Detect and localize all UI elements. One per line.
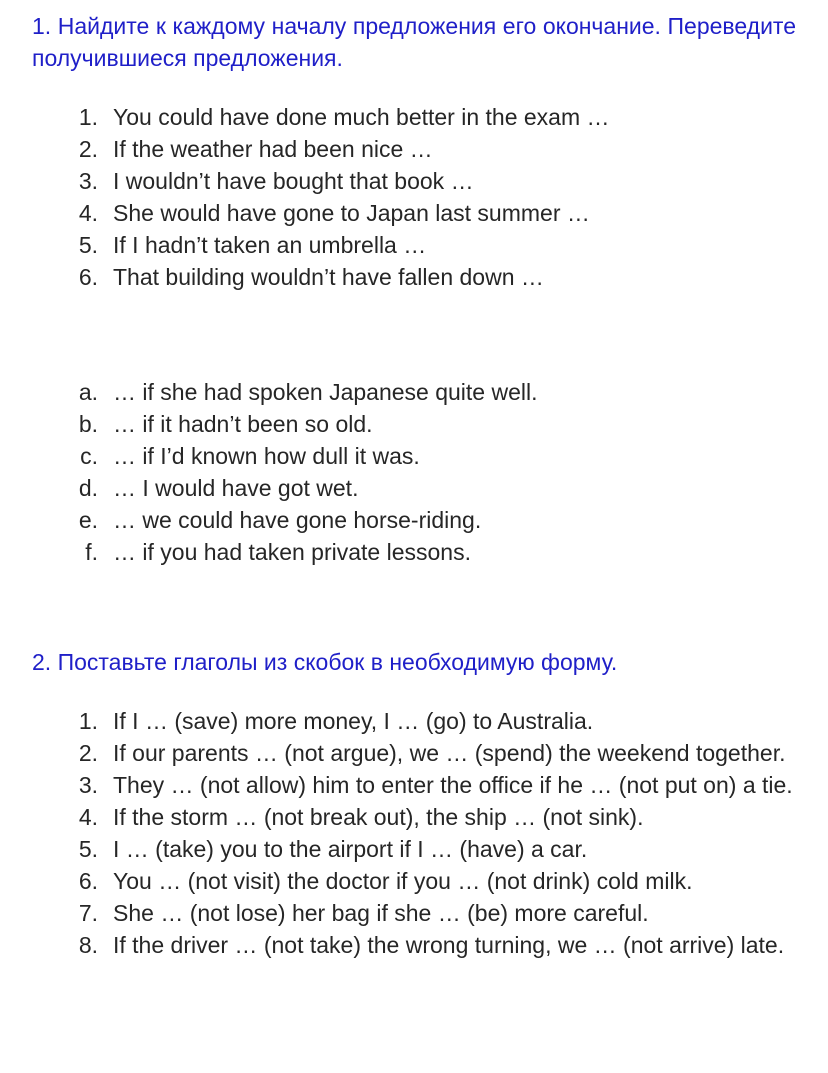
list-item — [0, 408, 796, 440]
item-text: That building wouldn’t have fallen down … — [113, 264, 544, 290]
verb-exercise-list — [0, 705, 796, 961]
item-text: If I hadn’t taken an umbrella … — [113, 232, 427, 258]
list-item — [0, 929, 796, 961]
item-marker: 2. — [78, 136, 98, 162]
list-item — [0, 705, 796, 737]
item-text: If I … (save) more money, I … (go) to Australia. — [113, 708, 594, 734]
item-marker: c. — [80, 443, 98, 469]
item-text: … I would have got wet. — [113, 475, 359, 501]
item-marker: 3. — [78, 772, 98, 798]
sentence-beginnings-list — [0, 101, 796, 293]
item-marker: 3. — [78, 168, 98, 194]
item-text: … if she had spoken Japanese quite well. — [113, 379, 538, 405]
list-item — [0, 897, 796, 929]
list-item — [0, 737, 796, 769]
list-item — [0, 536, 796, 568]
item-text: They … (not allow) him to enter the office if he … (not put on) a tie. — [113, 772, 793, 798]
list-item — [0, 472, 796, 504]
item-text: … if I’d known how dull it was. — [113, 443, 420, 469]
item-marker: 6. — [78, 868, 98, 894]
item-text: If the storm … (not break out), the ship … (not sink). — [113, 804, 644, 830]
section-2-heading: 2. Поставьте глаголы из скобок в необходимую форму. — [32, 649, 618, 675]
list-item — [0, 504, 796, 536]
item-marker: 7. — [78, 900, 98, 926]
item-marker: f. — [85, 539, 98, 565]
item-marker: 6. — [78, 264, 98, 290]
item-marker: 4. — [78, 804, 98, 830]
list-item — [0, 101, 796, 133]
list-item — [0, 376, 796, 408]
list-item — [0, 261, 796, 293]
item-text: If the driver … (not take) the wrong turning, we … (not arrive) late. — [113, 932, 785, 958]
list-item — [0, 197, 796, 229]
item-text: … we could have gone horse-riding. — [113, 507, 482, 533]
list-item — [0, 229, 796, 261]
item-text: … if it hadn’t been so old. — [113, 411, 373, 437]
item-marker: 2. — [78, 740, 98, 766]
item-marker: d. — [78, 475, 98, 501]
list-item — [0, 165, 796, 197]
item-marker: 5. — [78, 836, 98, 862]
section-1-heading: 1. Найдите к каждому началу предложения его окончание. Переведите получившиеся предложения. — [32, 13, 796, 71]
list-item — [0, 865, 796, 897]
item-text: … if you had taken private lessons. — [113, 539, 471, 565]
item-text: If our parents … (not argue), we … (spend) the weekend together. — [113, 740, 786, 766]
item-text: She … (not lose) her bag if she … (be) more careful. — [113, 900, 649, 926]
item-marker: 4. — [78, 200, 98, 226]
list-item — [0, 769, 796, 801]
item-marker: 1. — [78, 104, 98, 130]
item-text: You … (not visit) the doctor if you … (not drink) cold milk. — [113, 868, 693, 894]
list-item — [0, 440, 796, 472]
item-text: If the weather had been nice … — [113, 136, 433, 162]
list-item — [0, 133, 796, 165]
list-item — [0, 833, 796, 865]
item-text: She would have gone to Japan last summer … — [113, 200, 590, 226]
item-text: I wouldn’t have bought that book … — [113, 168, 474, 194]
item-text: You could have done much better in the exam … — [113, 104, 610, 130]
item-marker: 5. — [78, 232, 98, 258]
list-item — [0, 801, 796, 833]
sentence-endings-list — [0, 376, 796, 568]
item-marker: a. — [78, 379, 98, 405]
item-marker: 1. — [78, 708, 98, 734]
item-marker: 8. — [78, 932, 98, 958]
item-marker: b. — [78, 411, 98, 437]
item-marker: e. — [78, 507, 98, 533]
item-text: I … (take) you to the airport if I … (have) a car. — [113, 836, 588, 862]
